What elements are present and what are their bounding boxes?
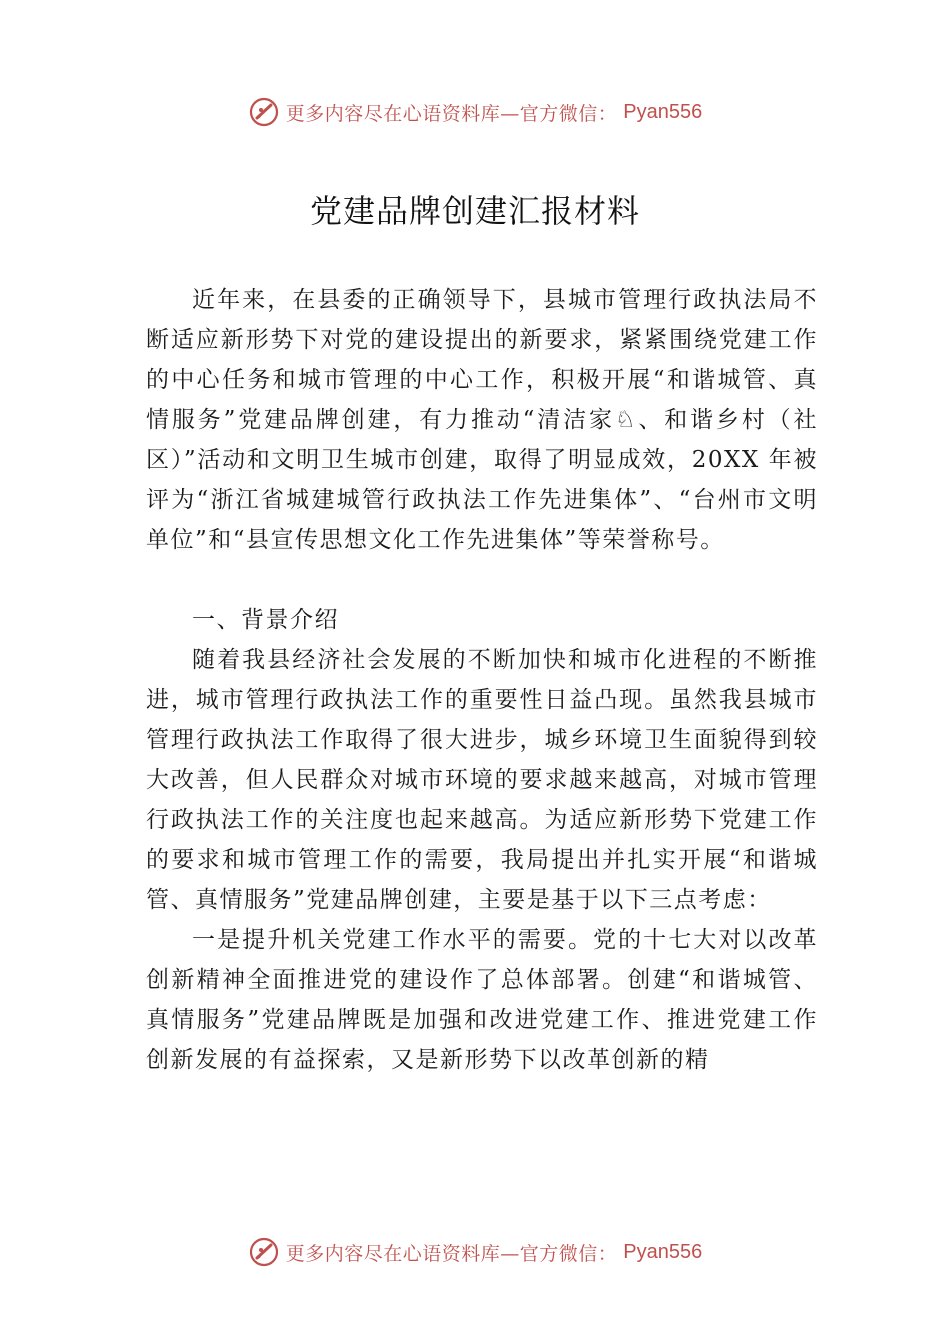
header-watermark	[0, 96, 950, 128]
document-title: 党建品牌创建汇报材料	[309, 192, 640, 230]
watermark-text: 更多内容尽在心语资料库—官方微信：	[285, 1242, 618, 1265]
paragraph-background: 随着我县经济社会发展的不断加快和城市化进程的不断推进，城市管理行政执法工作的重要性日益凸现。虽然我县城市管理行政执法工作取得了很大进步，城乡环境卫生面貌得到较大改善，但人民群众对城市环境的要求越来越高，对城市管理行政执法工作的关注度也起来越高。为适应新形势下党建工作的要求和城市管理工作的需要，我局提出并扎实开展“和谐城管、真情服务”党建品牌创建，主要是基于以下三点考虑：	[146, 647, 818, 913]
brush-logo-icon	[248, 1236, 280, 1268]
document-body	[146, 280, 818, 1080]
paragraph-point-one: 一是提升机关党建工作水平的需要。党的十七大对以改革创新精神全面推进党的建设作了总体部署。创建“和谐城管、真情服务”党建品牌既是加强和改进党建工作、推进党建工作创新发展的有益探索，又是新形势下以改革创新的精	[146, 927, 818, 1073]
brush-logo-icon	[248, 96, 280, 128]
footer-watermark	[0, 1236, 950, 1268]
watermark-text: 更多内容尽在心语资料库—官方微信：	[285, 102, 618, 125]
paragraph-intro: 近年来，在县委的正确领导下，县城市管理行政执法局不断适应新形势下对党的建设提出的新要求，紧紧围绕党建工作的中心任务和城市管理的中心工作，积极开展“和谐城管、真情服务”党建品牌创建，有力推动“清洁家♘、和谐乡村（社区）”活动和文明卫生城市创建，取得了明显成效，20XX 年被评为“浙江省城建城管行政执法工作先进集体”、“台州市文明单位”和“县宣传思想文化工作先进集体”等荣誉称号。	[146, 287, 818, 553]
watermark-wechat-id: Pyan556	[623, 1240, 703, 1263]
section-heading-background: 一、背景介绍	[192, 607, 339, 633]
watermark-wechat-id: Pyan556	[623, 100, 703, 123]
